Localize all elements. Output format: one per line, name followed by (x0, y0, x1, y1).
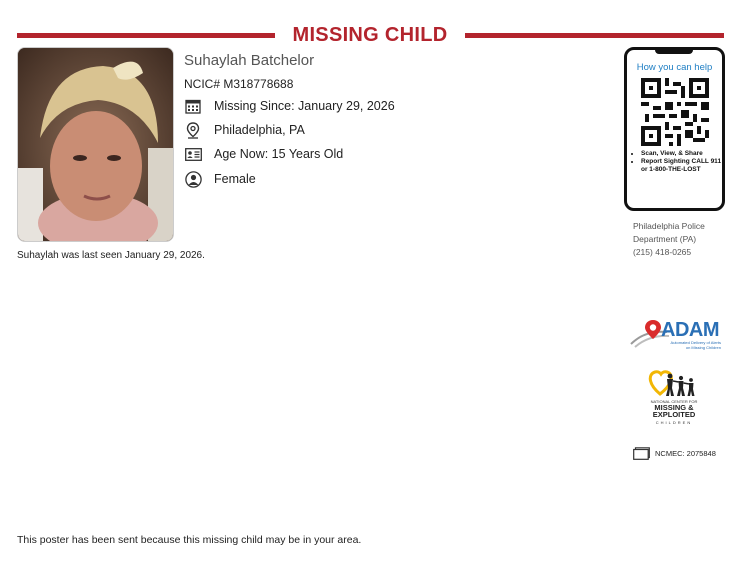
adam-tagline-1: Automated Delivery of Alerts (670, 340, 721, 345)
calendar-icon (184, 97, 202, 115)
qr-code[interactable] (641, 78, 709, 151)
ncmec-id-row (633, 447, 716, 460)
person-icon (184, 170, 202, 188)
ncic-number: NCIC# M318778688 (184, 77, 294, 91)
footer-note: This poster has been sent because this missing child may be in your area. (17, 534, 362, 546)
adam-logo-text: ADAM (661, 319, 719, 341)
adam-logo (627, 318, 722, 354)
help-card-title: How you can help (636, 62, 713, 73)
missing-since-text: Missing Since: January 29, 2026 (214, 99, 395, 113)
help-phone-card (624, 47, 725, 211)
agency-contact (633, 220, 733, 259)
help-steps-list (629, 150, 722, 174)
agency-phone[interactable]: (215) 418-0265 (633, 247, 692, 257)
agency-name-line2: Department (PA) (633, 234, 697, 244)
location-text: Philadelphia, PA (214, 123, 305, 137)
ncmec-logo-line2: MISSING & (654, 403, 694, 412)
help-step: • Report Sighting CALL 911 or 1-800-THE-LOST (641, 158, 722, 174)
age-text: Age Now: 15 Years Old (214, 147, 344, 161)
gender-text: Female (214, 172, 256, 186)
ncmec-logo-line1: NATIONAL CENTER FOR (650, 399, 698, 404)
ncmec-id-text: NCMEC: 2075848 (655, 449, 716, 458)
ncmec-logo-line4: CHILDREN (655, 420, 693, 425)
agency-name-line1: Philadelphia Police (633, 221, 705, 231)
age-row (184, 145, 343, 163)
header-rule-left (17, 33, 275, 38)
location-pin-icon (184, 121, 202, 139)
gender-row (184, 170, 256, 188)
adam-tagline-2: on Missing Children (685, 345, 721, 350)
child-photo (17, 47, 174, 242)
header-rule-right (465, 33, 724, 38)
last-seen-text: Suhaylah was last seen January 29, 2026. (17, 250, 205, 261)
poster-title: MISSING CHILD (292, 24, 448, 46)
phone-notch (655, 49, 693, 54)
location-row (184, 121, 305, 139)
id-card-icon (184, 145, 202, 163)
child-name: Suhaylah Batchelor (184, 52, 315, 69)
ncmec-logo (646, 368, 702, 428)
help-step: • Scan, View, & Share (641, 150, 722, 158)
missing-since-row (184, 97, 395, 115)
case-folder-icon (633, 447, 650, 460)
ncmec-logo-line3: EXPLOITED (652, 410, 696, 419)
